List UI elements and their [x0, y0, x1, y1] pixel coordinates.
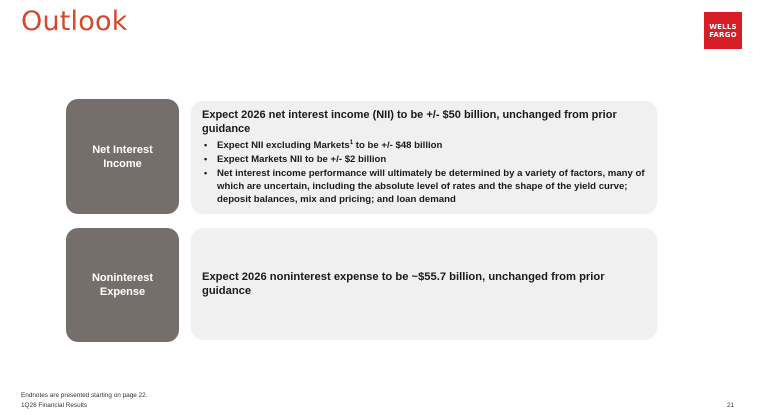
- endnotes-note: Endnotes are presented starting on page 22.: [21, 392, 148, 399]
- bullet-item: • Net interest income performance will ultimately be determined by a variety of factors, many of which are uncertain, including the absolute level of rates and the shape of the yield curve; deposit balances, mix and pricing; and loan demand: [217, 167, 645, 206]
- bullet-item: [217, 139, 645, 152]
- bullet-text-post: to be +/- $48 billion: [353, 140, 443, 151]
- bullet-text-pre: Expect NII excluding Markets: [217, 140, 350, 151]
- report-name: 1Q26 Financial Results: [21, 402, 88, 409]
- section-label-line-2: Expense: [99, 286, 146, 298]
- section-headline: Expect 2026 net interest income (NII) to be +/- $50 billion, unchanged from prior guidance: [202, 109, 617, 135]
- section-label-line-1: Noninterest: [91, 272, 154, 284]
- bullet-list: [202, 139, 645, 206]
- section-label-line-1: Net Interest: [92, 143, 153, 156]
- section-label-net-interest-income: [66, 99, 179, 214]
- section-content-noninterest-expense: [191, 228, 657, 340]
- section-label-line-2: Income: [103, 157, 142, 170]
- section-content-net-interest-income: [191, 101, 657, 214]
- page-title: Outlook: [21, 6, 128, 37]
- page-number: 21: [727, 402, 735, 409]
- bullet-item: • Expect Markets NII to be +/- $2 billion: [217, 153, 645, 166]
- footnote-ref: 1: [349, 139, 354, 146]
- wells-fargo-logo: [704, 12, 742, 49]
- section-headline: Expect 2026 noninterest expense to be ~$55.7 billion, unchanged from prior guidance: [202, 271, 605, 297]
- logo-line-1: WELLS: [709, 22, 737, 31]
- section-label-noninterest-expense: [66, 228, 179, 342]
- logo-line-2: FARGO: [709, 30, 737, 39]
